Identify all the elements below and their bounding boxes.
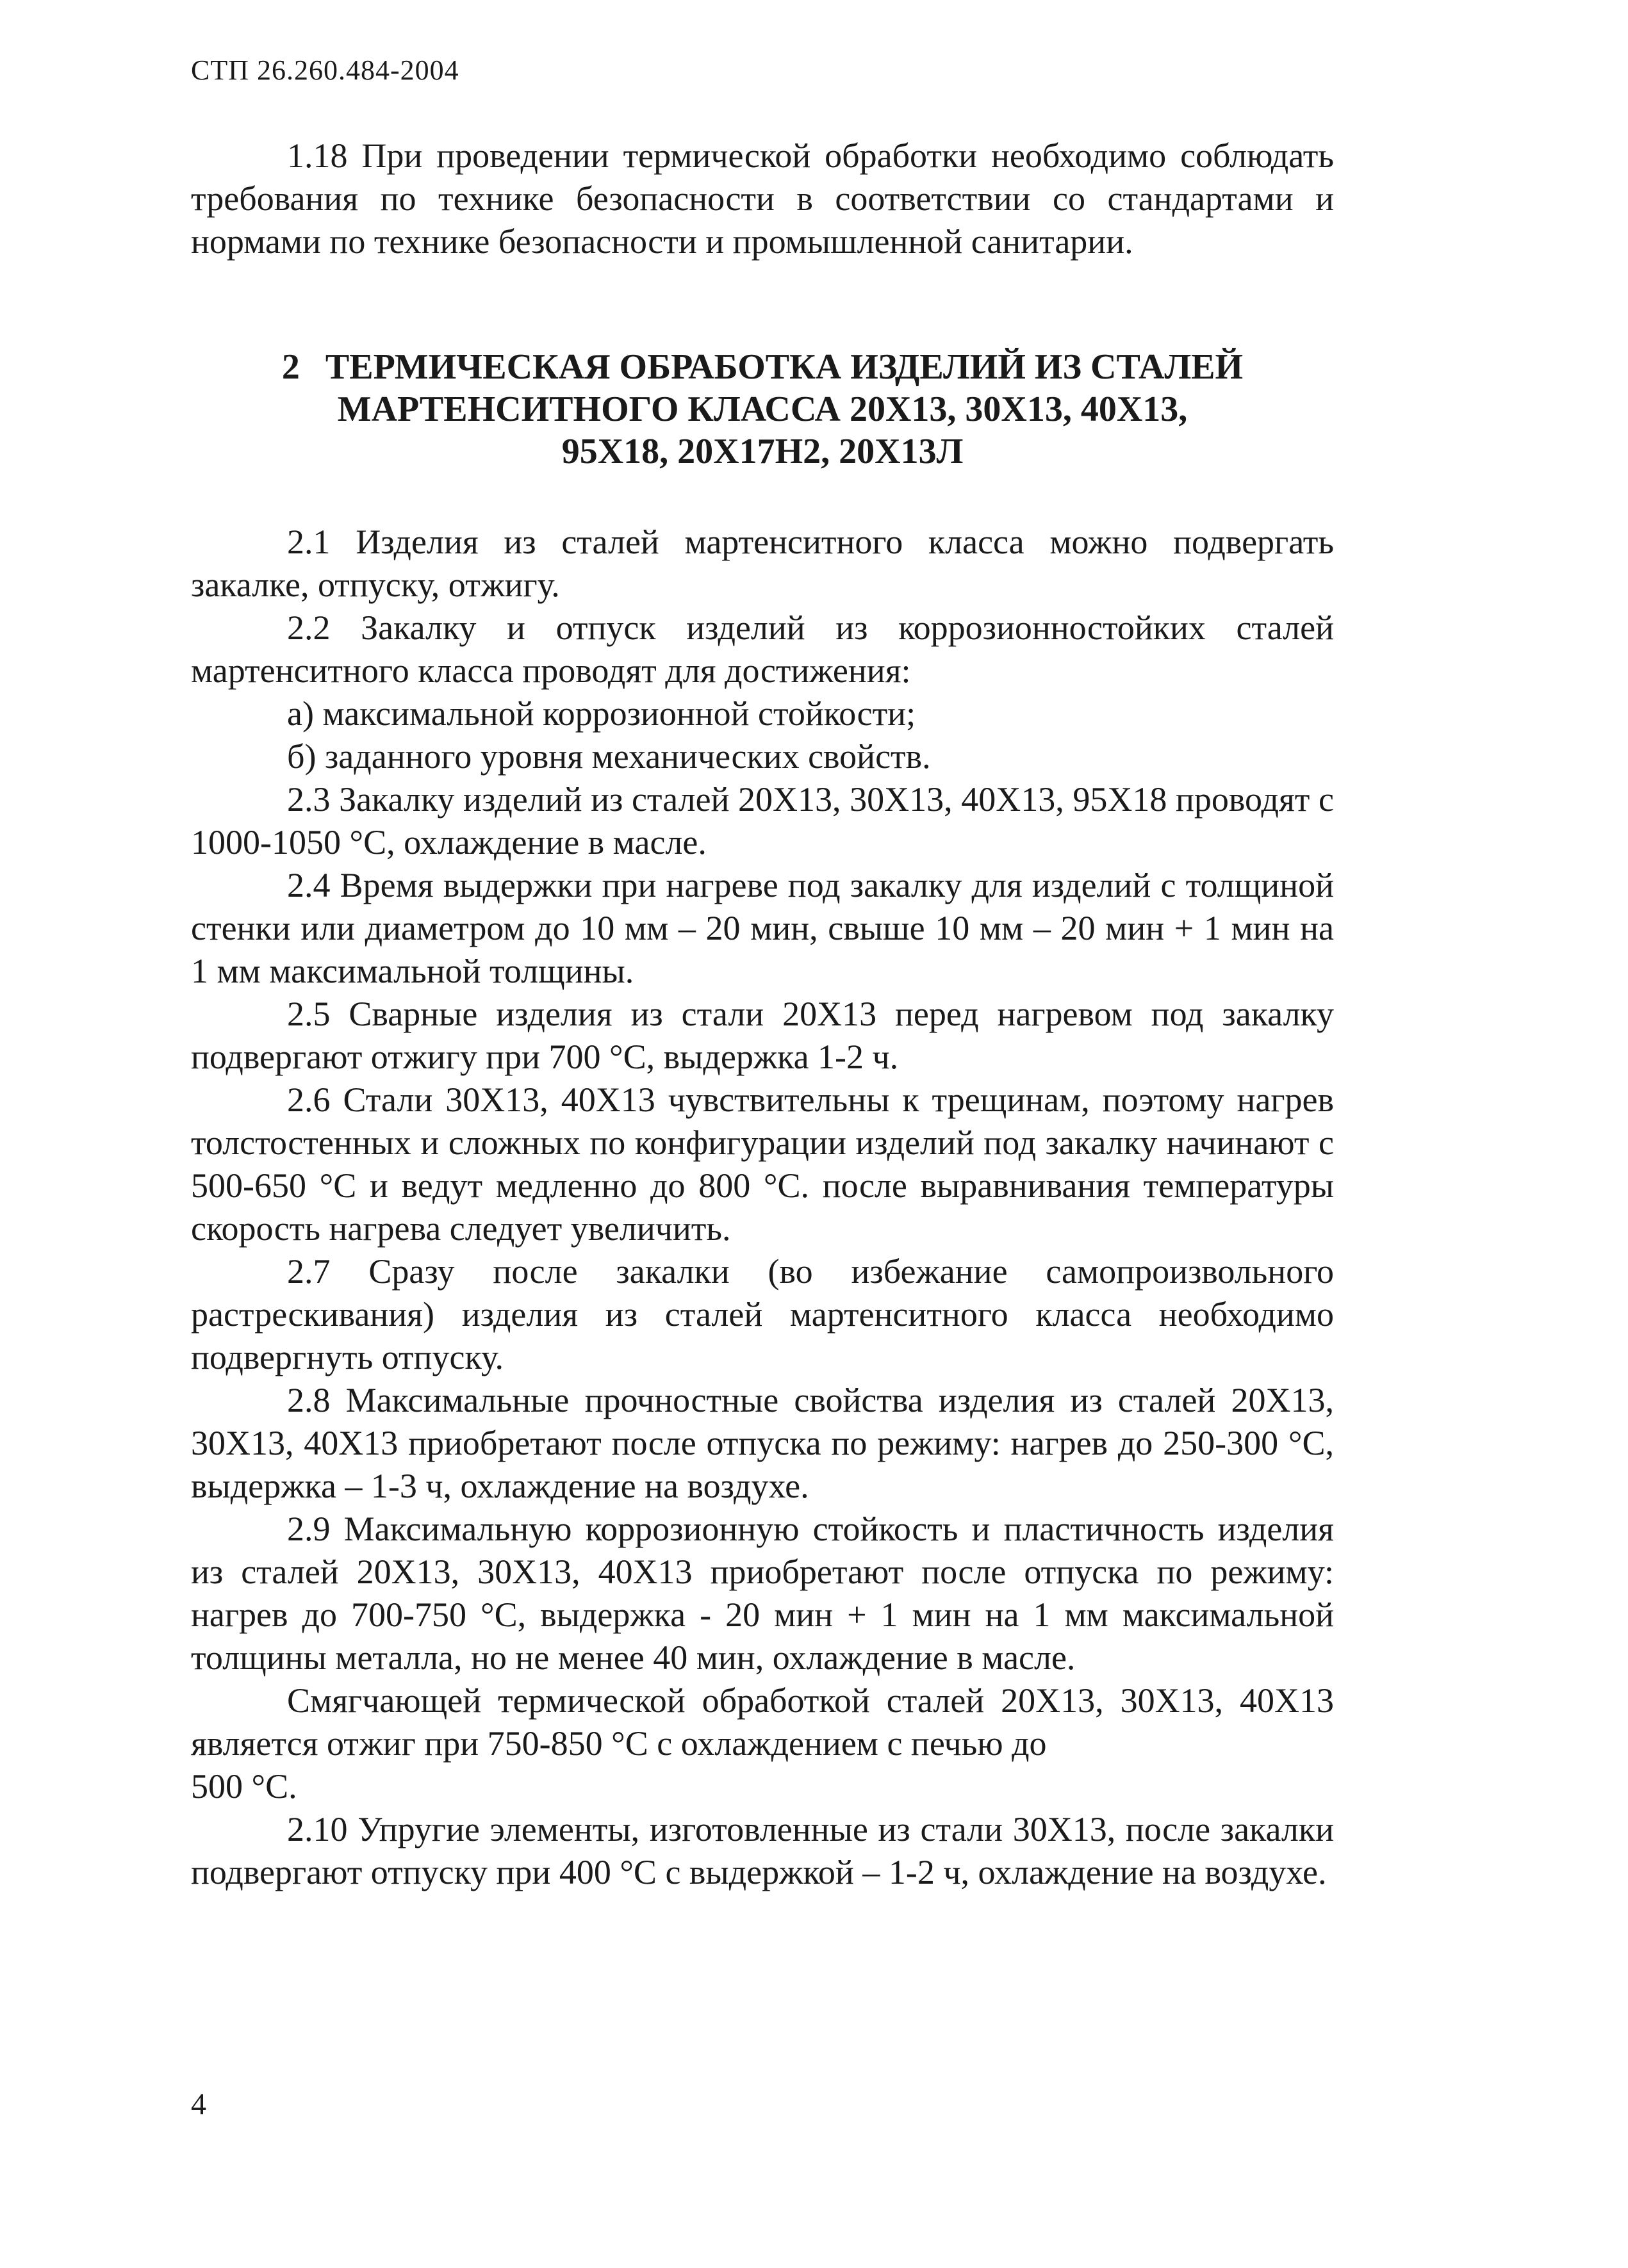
page-number: 4 bbox=[191, 2087, 206, 2121]
paragraph-2-8: 2.8 Максимальные прочностные свойства изделия из сталей 20Х13, 30Х13, 40Х13 приобретают после отпуска по режиму: нагрев до 250-300 °С, выдержка – 1-3 ч, охлаждение на воздухе. bbox=[191, 1381, 1334, 1505]
list-item-b: б) заданного уровня механических свойств. bbox=[287, 737, 931, 776]
section-title-text-1: ТЕРМИЧЕСКАЯ ОБРАБОТКА ИЗДЕЛИЙ ИЗ СТАЛЕЙ bbox=[325, 347, 1244, 387]
paragraph-2-10: 2.10 Упругие элементы, изготовленные из стали 30Х13, после закалки подвергают отпуску при 400 °С с выдержкой – 1-2 ч, охлаждение на воздухе. bbox=[191, 1810, 1334, 1891]
intro-block bbox=[191, 135, 1334, 263]
section-number: 2 bbox=[281, 347, 300, 387]
paragraph-2-9: 2.9 Максимальную коррозионную стойкость и пластичность изделия из сталей 20Х13, 30Х13, 40Х13 приобретают после отпуска по режиму: нагрев до 700-750 °С, выдержка - 20 мин + 1 мин на 1 мм максимальной толщины металла, но не менее 40 мин, охлаждение в масле. bbox=[191, 1510, 1334, 1677]
section-title bbox=[191, 346, 1334, 473]
paragraph-2-5: 2.5 Сварные изделия из стали 20Х13 перед нагревом под закалку подвергают отжигу при 700 °С, выдержка 1-2 ч. bbox=[191, 995, 1334, 1076]
paragraph-2-2: 2.2 Закалку и отпуск изделий из коррозионностойких сталей мартенситного класса проводят для достижения: bbox=[191, 608, 1334, 690]
paragraph-2-6: 2.6 Стали 30Х13, 40Х13 чувствительны к трещинам, поэтому нагрев толстостенных и сложных по конфигурации изделий под закалку начинают с 500-650 °С и ведут медленно до 800 °С. после выравнивания температуры скорость нагрева следует увеличить. bbox=[191, 1081, 1334, 1248]
paragraph-softening-cont: 500 °С. bbox=[191, 1767, 297, 1806]
paragraph-1-18: 1.18 При проведении термической обработки необходимо соблюдать требования по технике безопасности в соответствии со стандартами и нормами по технике безопасности и промышленной санитарии. bbox=[191, 136, 1334, 261]
section-title-line-1 bbox=[191, 346, 1334, 388]
section-body bbox=[191, 521, 1334, 1894]
document-code: СТП 26.260.484-2004 bbox=[191, 54, 459, 86]
paragraph-softening: Смягчающей термической обработкой сталей 20Х13, 30Х13, 40Х13 является отжиг при 750-850 °С с охлаждением с печью до bbox=[191, 1681, 1334, 1763]
list-item-a: а) максимальной коррозионной стойкости; bbox=[287, 694, 916, 733]
paragraph-2-1: 2.1 Изделия из сталей мартенситного класса можно подвергать закалке, отпуску, отжигу. bbox=[191, 523, 1334, 604]
paragraph-2-4: 2.4 Время выдержки при нагреве под закалку для изделий с толщиной стенки или диаметром до 10 мм – 20 мин, свыше 10 мм – 20 мин + 1 мин на 1 мм максимальной толщины. bbox=[191, 866, 1334, 990]
section-title-line-2: МАРТЕНСИТНОГО КЛАССА 20Х13, 30Х13, 40Х13, bbox=[337, 389, 1188, 429]
paragraph-2-3: 2.3 Закалку изделий из сталей 20Х13, 30Х13, 40Х13, 95Х18 проводят с 1000-1050 °С, охлаждение в масле. bbox=[191, 780, 1334, 861]
paragraph-2-7: 2.7 Сразу после закалки (во избежание самопроизвольного растрескивания) изделия из сталей мартенситного класса необходимо подвергнуть отпуску. bbox=[191, 1252, 1334, 1376]
section-title-line-3: 95Х18, 20Х17Н2, 20Х13Л bbox=[561, 432, 964, 471]
